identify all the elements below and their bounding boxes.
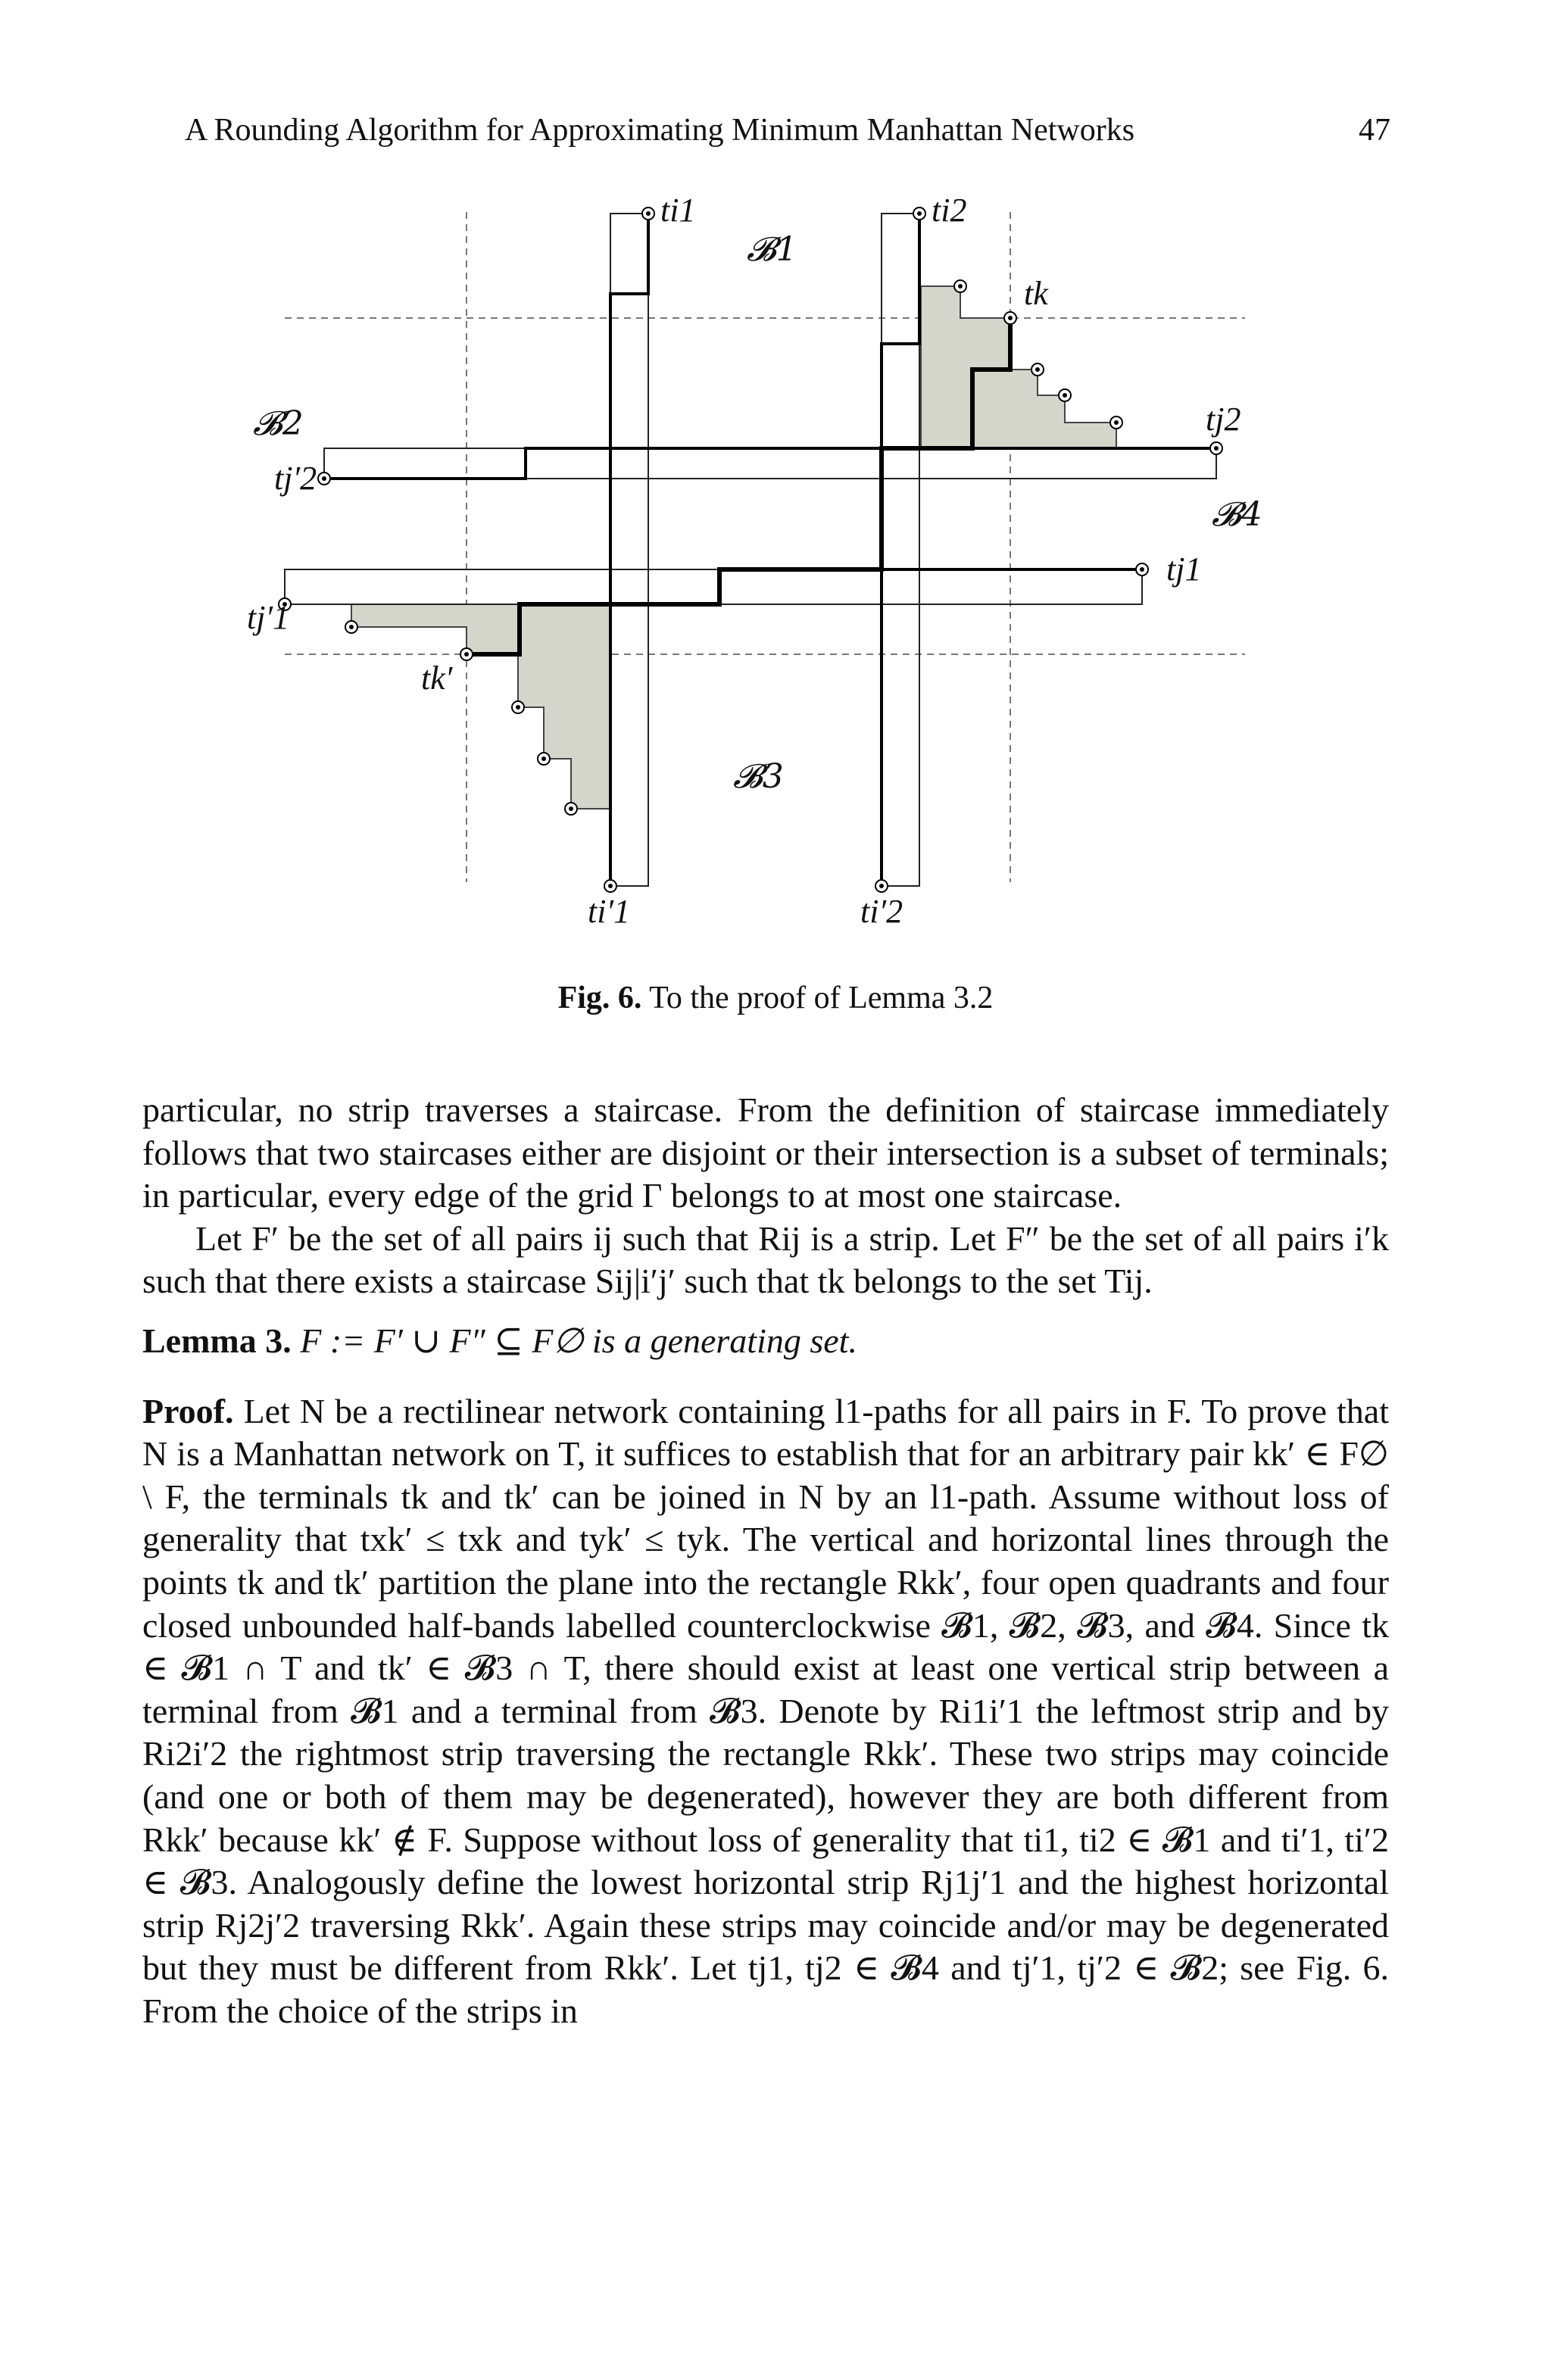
label-ti1-prime: ti′1	[588, 893, 631, 930]
lemma-statement: F := F′ ∪ F″ ⊆ F∅ is a generating set.	[300, 1321, 857, 1360]
caption-label: Fig. 6.	[557, 981, 642, 1015]
figure-labels	[247, 192, 1262, 930]
lemma-label: Lemma 3.	[142, 1321, 292, 1360]
caption-text: To the proof of Lemma 3.2	[649, 981, 994, 1015]
label-tk: tk	[1024, 275, 1048, 312]
label-B1: 𝓑1	[747, 230, 797, 269]
label-tj1: tj1	[1166, 551, 1202, 588]
paragraph-1: particular, no strip traverses a staircase. From the definition of staircase immediately follows that two staircases either are disjoint or their intersection is a subset of terminals; in particular, every edge of the grid Γ belongs to at most one staircase.	[142, 1090, 1389, 1215]
label-ti1: ti1	[660, 192, 696, 229]
figure-6	[0, 0, 1551, 969]
figure-caption	[0, 980, 1551, 1016]
page-number: 47	[1359, 113, 1390, 148]
staircase-upper	[921, 286, 1116, 448]
label-ti2-prime: ti′2	[860, 893, 903, 930]
label-B4: 𝓑4	[1212, 495, 1262, 534]
label-ti2: ti2	[932, 192, 967, 229]
staircase-lower	[351, 604, 610, 809]
label-tj2: tj2	[1206, 401, 1241, 438]
label-B3: 𝓑3	[733, 757, 784, 796]
label-tj1-prime: tj′1	[247, 599, 290, 636]
proof-label: Proof.	[142, 1391, 234, 1430]
proof	[142, 1390, 1389, 2033]
lemma-3	[142, 1320, 1389, 1363]
label-tj2-prime: tj′2	[274, 460, 317, 497]
paragraph-2: Let F′ be the set of all pairs ij such that Rij is a strip. Let F″ be the set of all pairs i′k such that there exists a staircase Sij|i′j′ such that tk belongs to the set Tij.	[142, 1218, 1389, 1301]
label-B2: 𝓑2	[253, 404, 304, 443]
body-text	[142, 1089, 1389, 2032]
label-tk-prime: tk′	[421, 660, 453, 697]
proof-text: Let N be a rectilinear network containing l1-paths for all pairs in F. To prove that N is a Manhattan network on T, it suffices to establish that for an arbitrary pair kk′ ∈ F∅ \ F, the terminals tk and tk′ can be joined in N by an l1-path. Assume without loss of generality that txk′ ≤ txk and tyk′ ≤ tyk. The vertical and horizontal lines through the points tk and tk′ partition the plane into the rectangle Rkk′, four open quadrants and four closed unbounded half-bands labelled counterclockwise 𝓑1, 𝓑2, 𝓑3, and 𝓑4. Since tk ∈ 𝓑1 ∩ T and tk′ ∈ 𝓑3 ∩ T, there should exist at least one vertical strip between a terminal from 𝓑1 and a terminal from 𝓑3. Denote by Ri1i′1 the leftmost strip and by Ri2i′2 the rightmost strip traversing the rectangle Rkk′. These two strips may coincide (and one or both of them may be degenerated), however they are both different from Rkk′ because kk′ ∉ F. Suppose without loss of generality that ti1, ti2 ∈ 𝓑1 and ti′1, ti′2 ∈ 𝓑3. Analogously define the lowest horizontal strip Rj1j′1 and the highest horizontal strip Rj2j′2 traversing Rkk′. Again these strips may coincide and/or may be degenerated but they must be different from Rkk′. Let tj1, tj2 ∈ 𝓑4 and tj′1, tj′2 ∈ 𝓑2; see Fig. 6. From the choice of the strips in	[142, 1391, 1389, 2030]
running-title: A Rounding Algorithm for Approximating Minimum Manhattan Networks	[185, 113, 1135, 148]
